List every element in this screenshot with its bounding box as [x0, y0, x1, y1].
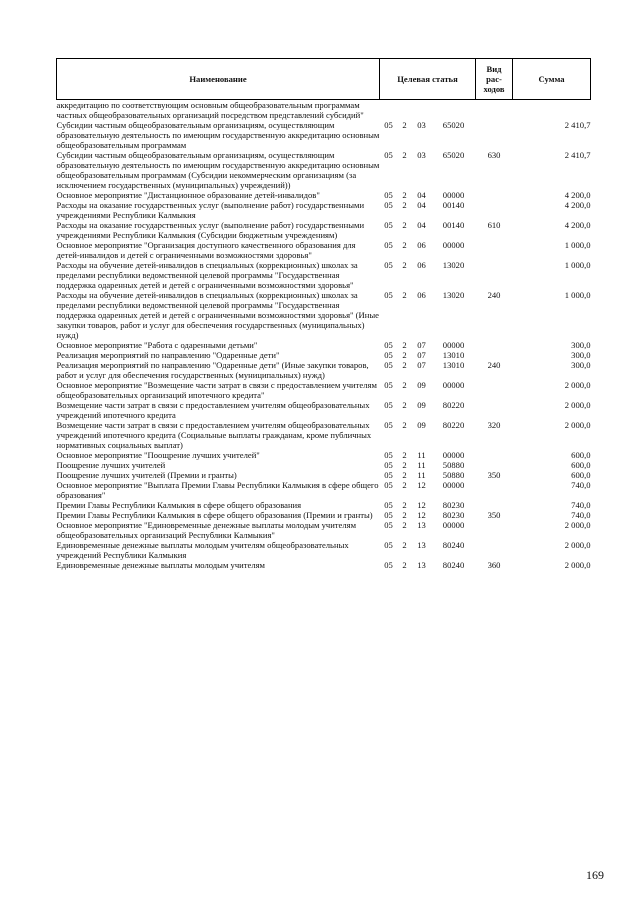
row-direction-code: 80230	[442, 510, 465, 520]
row-section-code: 05	[384, 120, 393, 130]
row-section-code: 05	[384, 470, 393, 480]
row-expense-kind: 630	[487, 150, 501, 160]
row-section-code: 05	[384, 520, 393, 530]
row-expense-kind	[476, 340, 513, 350]
row-program-code: 2	[402, 560, 407, 570]
table-row	[57, 220, 591, 240]
row-event-code: 09	[417, 400, 426, 410]
row-sum: 740,0	[571, 500, 591, 510]
row-direction-code: 00140	[442, 200, 465, 210]
row-expense-kind	[476, 200, 513, 220]
row-event-code: 06	[417, 290, 426, 300]
row-name: Основное мероприятие "Возмещение части затрат в связи с предоставлением учителям общеобразовательных организаций ипотечного кредита"	[56, 380, 377, 400]
row-program-code: 2	[402, 500, 407, 510]
row-section-code: 05	[384, 240, 393, 250]
row-sum: 600,0	[571, 450, 591, 460]
row-section-code: 05	[384, 220, 393, 230]
row-section-code: 05	[384, 560, 393, 570]
row-event-code: 11	[417, 460, 426, 470]
row-direction-code: 13010	[442, 350, 465, 360]
row-direction-code: 80240	[442, 540, 465, 550]
row-section-code: 05	[384, 460, 393, 470]
row-name: Субсидии частным общеобразовательным организациям, осуществляющим образовательную деятельность по имеющим государственную аккредитацию основным общеобразовательным программам (Субсидии некоммерческим организациям (за исключением государственных (муниципальных) учреждений))	[56, 150, 380, 190]
row-event-code: 04	[417, 190, 426, 200]
row-direction-code: 80230	[442, 500, 465, 510]
row-sum: 2 410,7	[564, 120, 591, 130]
row-name: Реализация мероприятий по направлению "Одаренные дети" (Иные закупки товаров, работ и услуг для обеспечения государственных (муниципальных) нужд)	[56, 360, 369, 380]
row-name: Единовременные денежные выплаты молодым учителям	[56, 560, 265, 570]
row-name: Реализация мероприятий по направлению "Одаренные дети"	[56, 350, 280, 360]
row-program-code: 2	[402, 340, 407, 350]
row-direction-code: 65020	[442, 120, 465, 130]
table-row	[57, 360, 591, 380]
header-name: Наименование	[57, 59, 380, 100]
row-expense-kind: 240	[487, 290, 501, 300]
table-row	[57, 450, 591, 460]
row-name: Расходы на оказание государственных услуг (выполнение работ) государственными учреждениями Республики Калмыкия (Субсидии бюджетным учреждениям)	[56, 220, 365, 240]
row-section-code: 05	[384, 400, 393, 410]
table-row	[57, 340, 591, 350]
row-expense-kind	[476, 100, 513, 121]
row-sum: 1 000,0	[564, 240, 591, 250]
table-header	[57, 59, 591, 100]
row-name: Премии Главы Республики Калмыкия в сфере общего образования (Премии и гранты)	[56, 510, 373, 520]
row-direction-code	[432, 100, 476, 121]
row-event-code: 07	[417, 350, 426, 360]
row-name: Единовременные денежные выплаты молодым учителям общеобразовательных учреждений Республики Калмыкия	[56, 540, 349, 560]
header-sum: Сумма	[513, 59, 591, 100]
table-row	[57, 290, 591, 340]
table-row	[57, 480, 591, 500]
row-program-code: 2	[402, 200, 407, 210]
row-sum: 4 200,0	[564, 220, 591, 230]
row-name: Расходы на обучение детей-инвалидов в специальных (коррекционных) школах за пределами республики ведомственной целевой программы "Государственная поддержка одаренных детей и детей с ограниченными возможностями здоровья"	[56, 260, 358, 290]
table-row	[57, 420, 591, 450]
row-sum: 300,0	[571, 350, 591, 360]
row-section-code: 05	[384, 360, 393, 370]
row-program-code: 2	[402, 150, 407, 160]
row-expense-kind: 360	[487, 560, 501, 570]
row-sum: 1 000,0	[564, 290, 591, 300]
row-section-code: 05	[384, 380, 393, 390]
row-section-code: 05	[384, 200, 393, 210]
table-row	[57, 560, 591, 570]
row-section-code: 05	[384, 290, 393, 300]
row-name: Основное мероприятие "Поощрение лучших учителей"	[56, 450, 260, 460]
row-direction-code: 00000	[442, 520, 465, 530]
header-expense-kind: Вид рас-ходов	[476, 59, 513, 100]
table-row	[57, 510, 591, 520]
row-sum: 4 200,0	[564, 190, 591, 200]
row-sum: 2 000,0	[564, 520, 591, 530]
row-section-code: 05	[384, 260, 393, 270]
row-event-code: 04	[417, 200, 426, 210]
row-section-code: 05	[384, 420, 393, 430]
row-sum: 300,0	[571, 340, 591, 350]
row-event-code: 07	[417, 340, 426, 350]
row-sum: 2 000,0	[564, 540, 591, 550]
table-row	[57, 240, 591, 260]
row-section-code	[380, 100, 398, 121]
row-expense-kind	[476, 460, 513, 470]
row-event-code: 03	[417, 150, 426, 160]
row-name: Расходы на оказание государственных услуг (выполнение работ) государственными учреждениями Республики Калмыкия	[56, 200, 365, 220]
row-event-code: 12	[417, 480, 426, 490]
row-direction-code: 80240	[442, 560, 465, 570]
row-program-code: 2	[402, 520, 407, 530]
row-sum: 4 200,0	[564, 200, 591, 210]
table-row	[57, 470, 591, 480]
row-event-code: 11	[417, 450, 426, 460]
table-row	[57, 500, 591, 510]
row-direction-code: 65020	[442, 150, 465, 160]
row-section-code: 05	[384, 510, 393, 520]
table-row	[57, 120, 591, 150]
row-name: Субсидии частным общеобразовательным организациям, осуществляющим образовательную деятельность по имеющим государственную аккредитацию основным общеобразовательным программам	[56, 120, 380, 150]
row-expense-kind: 350	[487, 510, 501, 520]
row-name: Основное мероприятие "Работа с одаренными детьми"	[56, 340, 258, 350]
row-section-code: 05	[384, 450, 393, 460]
row-name: Возмещение части затрат в связи с предоставлением учителям общеобразовательных учреждений ипотечного кредита (Социальные выплаты гражданам, кроме публичных нормативных социальных выплат)	[56, 420, 372, 450]
row-section-code: 05	[384, 190, 393, 200]
row-program-code: 2	[402, 190, 407, 200]
row-sum: 2 410,7	[564, 150, 591, 160]
row-direction-code: 13020	[442, 290, 465, 300]
row-event-code: 09	[417, 420, 426, 430]
row-program-code: 2	[402, 450, 407, 460]
row-name: Основное мероприятие "Единовременные денежные выплаты молодым учителям общеобразовательных организаций Республики Калмыкия"	[56, 520, 357, 540]
row-sum: 1 000,0	[564, 260, 591, 270]
row-sum	[513, 100, 591, 121]
row-expense-kind: 350	[487, 470, 501, 480]
row-expense-kind: 240	[487, 360, 501, 370]
row-sum: 600,0	[571, 470, 591, 480]
row-section-code: 05	[384, 150, 393, 160]
row-direction-code: 00000	[442, 380, 465, 390]
budget-table	[56, 58, 591, 570]
row-expense-kind	[476, 120, 513, 150]
row-direction-code: 00000	[442, 190, 465, 200]
row-name: Поощрение лучших учителей (Премии и гранты)	[56, 470, 237, 480]
row-name: Основное мероприятие "Дистанционное образование детей-инвалидов"	[56, 190, 320, 200]
row-direction-code: 00000	[442, 340, 465, 350]
row-program-code: 2	[402, 510, 407, 520]
row-name: Поощрение лучших учителей	[56, 460, 166, 470]
row-expense-kind	[476, 260, 513, 290]
row-event-code: 13	[417, 520, 426, 530]
row-section-code: 05	[384, 340, 393, 350]
row-direction-code: 00140	[442, 220, 465, 230]
row-section-code: 05	[384, 540, 393, 550]
row-name: Премии Главы Республики Калмыкия в сфере общего образования	[56, 500, 302, 510]
row-expense-kind	[476, 240, 513, 260]
row-sum: 2 000,0	[564, 560, 591, 570]
row-direction-code: 00000	[442, 240, 465, 250]
row-section-code: 05	[384, 500, 393, 510]
row-sum: 2 000,0	[564, 420, 591, 430]
page-number: 169	[586, 868, 604, 882]
table-row	[57, 190, 591, 200]
row-event-code: 13	[417, 540, 426, 550]
row-event-code: 13	[417, 560, 426, 570]
table-row	[57, 100, 591, 121]
row-direction-code: 13020	[442, 260, 465, 270]
table-row	[57, 260, 591, 290]
row-expense-kind	[476, 540, 513, 560]
row-program-code: 2	[402, 480, 407, 490]
row-program-code: 2	[402, 380, 407, 390]
row-event-code: 12	[417, 510, 426, 520]
row-expense-kind	[476, 480, 513, 500]
row-expense-kind	[476, 520, 513, 540]
row-sum: 300,0	[571, 360, 591, 370]
row-event-code: 12	[417, 500, 426, 510]
row-program-code: 2	[402, 460, 407, 470]
table-row	[57, 460, 591, 470]
table-row	[57, 350, 591, 360]
row-name: Возмещение части затрат в связи с предоставлением учителям общеобразовательных учреждений ипотечного кредита	[56, 400, 370, 420]
table-row	[57, 400, 591, 420]
row-name: аккредитацию по соответствующим основным общеобразовательным программам частных общеобразовательных организаций посредством представлений субсидий"	[56, 100, 364, 120]
row-expense-kind	[476, 190, 513, 200]
row-expense-kind: 320	[487, 420, 501, 430]
table-row	[57, 540, 591, 560]
row-sum: 740,0	[571, 510, 591, 520]
row-program-code: 2	[402, 290, 407, 300]
table-row	[57, 520, 591, 540]
row-event-code	[412, 100, 432, 121]
row-program-code: 2	[402, 360, 407, 370]
row-section-code: 05	[384, 480, 393, 490]
row-name: Основное мероприятие "Организация доступного качественного образования для детей-инвалидов и детей с ограниченными возможностями здоровья"	[56, 240, 356, 260]
row-direction-code: 13010	[442, 360, 465, 370]
row-sum: 600,0	[571, 460, 591, 470]
row-event-code: 04	[417, 220, 426, 230]
row-sum: 2 000,0	[564, 400, 591, 410]
row-program-code: 2	[402, 540, 407, 550]
row-expense-kind	[476, 500, 513, 510]
row-event-code: 07	[417, 360, 426, 370]
row-expense-kind	[476, 380, 513, 400]
row-program-code: 2	[402, 400, 407, 410]
row-program-code: 2	[402, 470, 407, 480]
row-program-code: 2	[402, 420, 407, 430]
row-expense-kind	[476, 350, 513, 360]
row-program-code: 2	[402, 240, 407, 250]
row-event-code: 09	[417, 380, 426, 390]
row-expense-kind	[476, 400, 513, 420]
row-sum: 740,0	[571, 480, 591, 490]
row-section-code: 05	[384, 350, 393, 360]
row-expense-kind	[476, 450, 513, 460]
row-direction-code: 50880	[442, 460, 465, 470]
row-name: Основное мероприятие "Выплата Премии Главы Республики Калмыкия в сфере общего образования"	[56, 480, 379, 500]
row-direction-code: 80220	[442, 420, 465, 430]
row-expense-kind: 610	[487, 220, 501, 230]
table-row	[57, 150, 591, 190]
row-program-code: 2	[402, 120, 407, 130]
row-program-code	[398, 100, 412, 121]
row-direction-code: 00000	[442, 480, 465, 490]
row-direction-code: 80220	[442, 400, 465, 410]
row-direction-code: 50880	[442, 470, 465, 480]
row-event-code: 03	[417, 120, 426, 130]
table-row	[57, 200, 591, 220]
header-target-article: Целевая статья	[380, 59, 476, 100]
row-name: Расходы на обучение детей-инвалидов в специальных (коррекционных) школах за пределами республики ведомственной целевой программы "Государственная поддержка одаренных детей и детей с ограниченными возможностями здоровья" (Иные закупки товаров, работ и услуг для обеспечения государственных (муниципальных) нужд)	[56, 290, 379, 340]
row-event-code: 11	[417, 470, 426, 480]
row-sum: 2 000,0	[564, 380, 591, 390]
table-row	[57, 380, 591, 400]
row-event-code: 06	[417, 240, 426, 250]
row-program-code: 2	[402, 260, 407, 270]
table-body	[57, 100, 591, 571]
row-event-code: 06	[417, 260, 426, 270]
row-direction-code: 00000	[442, 450, 465, 460]
row-program-code: 2	[402, 220, 407, 230]
row-program-code: 2	[402, 350, 407, 360]
